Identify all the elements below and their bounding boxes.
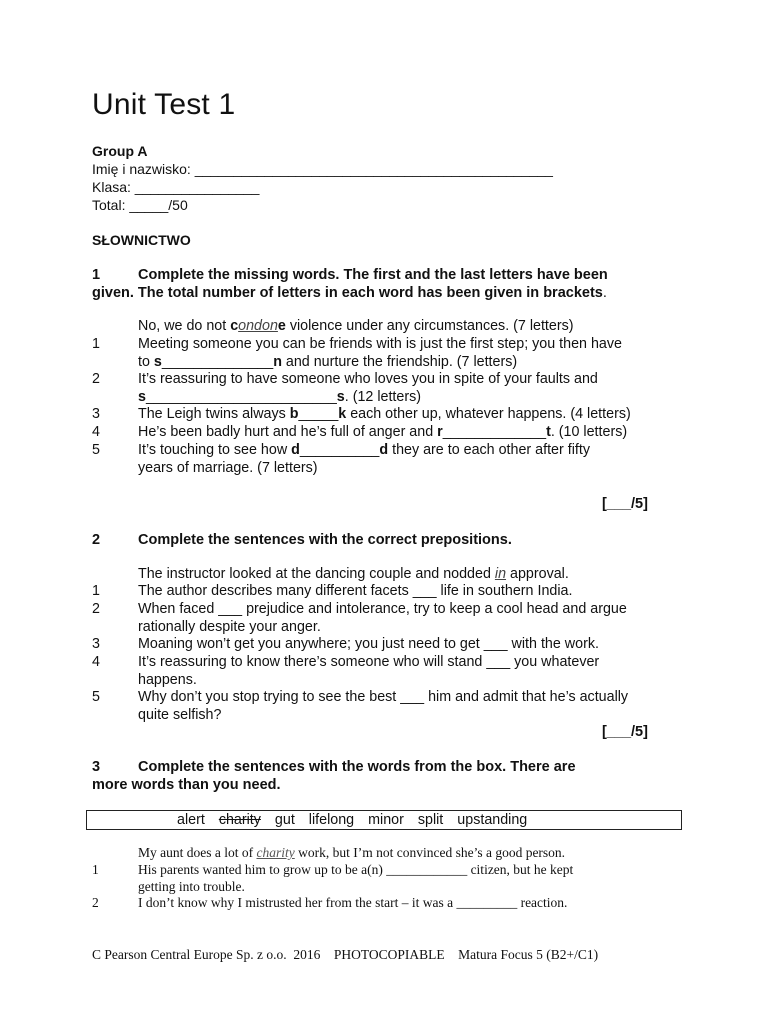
task3-instr-line2: more words than you need. xyxy=(92,777,281,793)
question-number: 5 xyxy=(92,442,100,458)
word-box-item: minor xyxy=(368,812,404,828)
word-box-item: gut xyxy=(274,812,295,828)
question-number: 2 xyxy=(92,601,100,617)
task1-number: 1 xyxy=(92,267,101,283)
question-number: 3 xyxy=(92,406,100,422)
answer-gap[interactable]: ______________ xyxy=(161,353,274,370)
question-text: It’s reassuring to know there’s someone who will stand ___ you whatever xyxy=(138,654,600,670)
example-text-end: approval. xyxy=(506,566,569,582)
question-text: The Leigh twins always xyxy=(138,406,290,422)
question-text: It’s touching to see how xyxy=(138,442,292,458)
last-letter: s xyxy=(336,388,345,405)
first-letter: r xyxy=(437,424,443,440)
question-text: It’s reassuring to have someone who loves you in spite of your faults and xyxy=(138,371,598,387)
example-text: My aunt does a lot of xyxy=(138,845,257,860)
question-text: quite selfish? xyxy=(138,706,222,723)
class-field: Klasa: ________________ xyxy=(92,179,260,195)
footer-book-title: Matura Focus 5 (B2+/C1) xyxy=(458,947,599,962)
section-heading: SŁOWNICTWO xyxy=(92,232,191,248)
question-text: When faced ___ prejudice and intolerance, try to keep a cool head and argue xyxy=(138,601,627,617)
task1-score: [___/5] xyxy=(602,496,648,512)
answer-gap[interactable]: ________________________ xyxy=(145,388,337,405)
task2-number: 2 xyxy=(92,532,101,548)
example-answer: in xyxy=(494,566,507,582)
question-text: I don’t know why I mistrusted her from the start – it was a _________ reaction. xyxy=(138,895,568,910)
question-number: 2 xyxy=(92,895,99,910)
question-text: rationally despite your anger. xyxy=(138,618,321,635)
question-text: each other up, whatever happens. (4 letters) xyxy=(346,406,631,422)
question-text: happens. xyxy=(138,671,197,688)
question-number: 5 xyxy=(92,689,100,705)
question-text: getting into trouble. xyxy=(138,878,245,894)
page-title: Unit Test 1 xyxy=(92,88,236,121)
name-field: Imię i nazwisko: ______________________________________________ xyxy=(92,161,553,177)
answer-gap[interactable]: _____ xyxy=(298,406,339,422)
question-text: Meeting someone you can be friends with is just the first step; you then have xyxy=(138,336,622,352)
question-text: . (10 letters) xyxy=(550,424,628,440)
question-number: 4 xyxy=(92,654,100,670)
question-text: they are to each other after fifty xyxy=(388,442,590,458)
example-text-end: work, but I’m not convinced she’s a good person. xyxy=(294,845,566,860)
first-letter: s xyxy=(138,388,146,405)
task2-score: [___/5] xyxy=(602,724,648,740)
task1-instr-dot: . xyxy=(602,285,607,301)
question-text: to xyxy=(138,353,154,370)
example-first-letter: c xyxy=(230,318,239,334)
last-letter: t xyxy=(546,424,551,440)
footer-photocopiable: PHOTOCOPIABLE xyxy=(333,947,445,962)
question-text: Why don’t you stop trying to see the best ___ him and admit that he’s actually xyxy=(138,689,629,705)
word-box xyxy=(86,810,682,830)
word-box-item: lifelong xyxy=(308,812,355,828)
first-letter: s xyxy=(153,353,162,370)
answer-gap[interactable]: _____________ xyxy=(442,424,547,440)
example-text: The instructor looked at the dancing couple and nodded xyxy=(138,566,495,582)
question-number: 3 xyxy=(92,636,100,652)
word-box-item-used: charity xyxy=(218,812,261,828)
task2-instr-line: Complete the sentences with the correct prepositions. xyxy=(138,532,512,548)
word-box-item: upstanding xyxy=(457,812,528,828)
question-text: years of marriage. (7 letters) xyxy=(138,459,318,476)
word-box-item: split xyxy=(417,812,444,828)
question-text: His parents wanted him to grow up to be a(n) ____________ citizen, but he kept xyxy=(138,862,574,877)
question-number: 4 xyxy=(92,424,100,440)
question-text: He’s been badly hurt and he’s full of anger and xyxy=(138,424,438,440)
last-letter: n xyxy=(273,353,282,370)
task3-instructions xyxy=(92,758,682,794)
task1-instructions xyxy=(92,266,682,302)
question-text: and nurture the friendship. (7 letters) xyxy=(281,353,518,370)
task3-number: 3 xyxy=(92,759,101,775)
first-letter: b xyxy=(289,406,299,422)
footer-copyright: C Pearson Central Europe Sp. z o.o. 2016 xyxy=(92,947,321,962)
question-text: Moaning won’t get you anywhere; you just need to get ___ with the work. xyxy=(138,636,599,652)
task1-instr-line2: given. The total number of letters in each word has been given in brackets xyxy=(92,285,603,301)
task2-instructions xyxy=(92,531,682,549)
example-answer: ondon xyxy=(238,318,278,334)
question-number: 1 xyxy=(92,336,100,352)
answer-gap[interactable]: __________ xyxy=(299,442,380,458)
question-number: 1 xyxy=(92,862,99,877)
footer xyxy=(92,947,598,963)
last-letter: d xyxy=(379,442,389,458)
example-answer: charity xyxy=(256,845,295,860)
question-number: 2 xyxy=(92,371,100,387)
question-text: . (12 letters) xyxy=(344,388,422,405)
example-text: No, we do not xyxy=(138,318,231,334)
total-field: Total: _____/50 xyxy=(92,197,188,213)
question-text: The author describes many different facets ___ life in southern India. xyxy=(138,583,573,599)
example-text-end: violence under any circumstances. (7 letters) xyxy=(285,318,574,334)
task3-instr-line1: Complete the sentences with the words from the box. There are xyxy=(138,759,576,775)
last-letter: k xyxy=(338,406,347,422)
task1-instr-line1: Complete the missing words. The first and the last letters have been xyxy=(138,267,608,283)
example-last-letter: e xyxy=(277,318,286,334)
question-number: 1 xyxy=(92,583,100,599)
word-box-item: alert xyxy=(177,812,205,828)
first-letter: d xyxy=(291,442,300,458)
group-label: Group A xyxy=(92,143,148,159)
